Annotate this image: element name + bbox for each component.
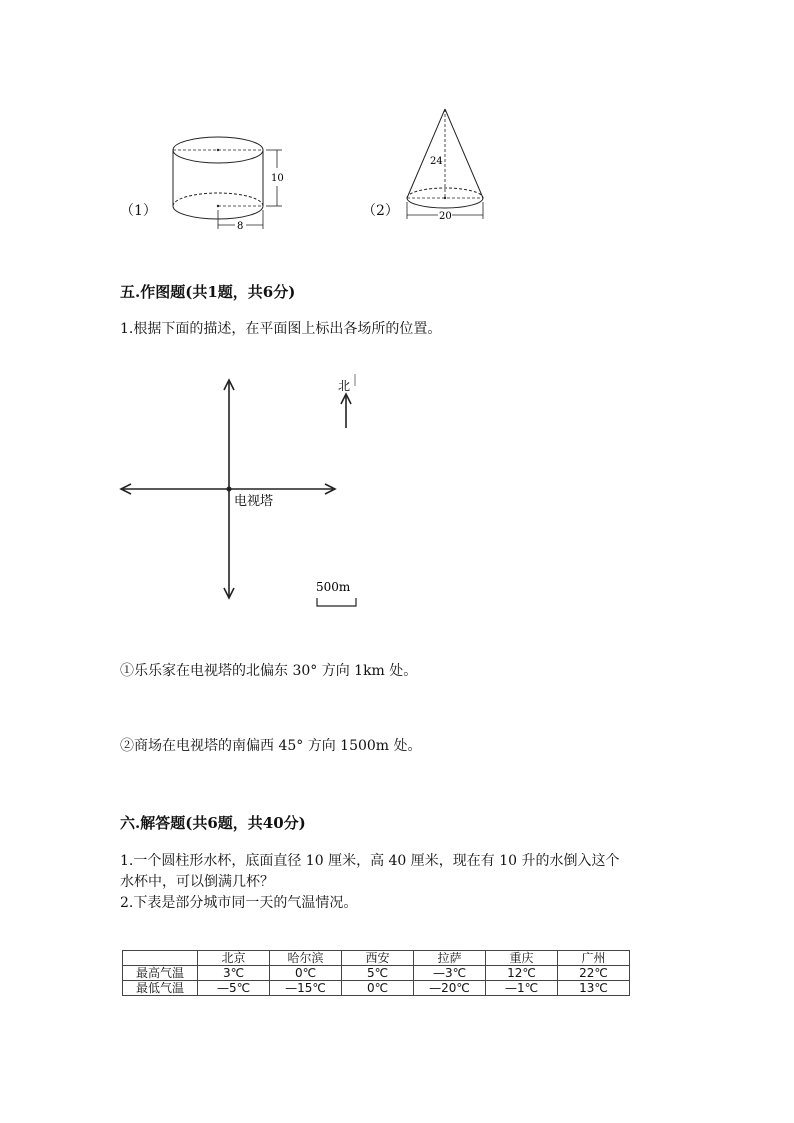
table-header-row [123, 951, 630, 966]
table-cell: 最低气温 [123, 981, 198, 996]
section6-question1-line1: 1.一个圆柱形水杯，底面直径 10 厘米，高 40 厘米，现在有 10 升的水倒入这个 [120, 853, 620, 869]
table-cell: 13℃ [558, 981, 630, 996]
section6-question1-line2: 水杯中，可以倒满几杯？ [120, 874, 274, 890]
table-cell: —20℃ [414, 981, 486, 996]
table-cell: 0℃ [270, 966, 342, 981]
section6-heading: 六.解答题(共6题，共40分) [120, 814, 306, 832]
table-header-cell: 重庆 [486, 951, 558, 966]
map-scale-label: 500m [316, 580, 351, 594]
figure-2-label: （2） [362, 203, 399, 219]
section5-question1: 1.根据下面的描述，在平面图上标出各场所的位置。 [120, 321, 442, 337]
figure-1-label: （1） [120, 203, 157, 219]
table-header-cell: 广州 [558, 951, 630, 966]
cone-height-label: 24 [430, 156, 443, 167]
table-cell: 22℃ [558, 966, 630, 981]
table-header-cell: 西安 [342, 951, 414, 966]
temperature-table [122, 950, 630, 996]
section6-question2: 2.下表是部分城市同一天的气温情况。 [120, 895, 358, 911]
cylinder-figure [160, 128, 290, 233]
table-cell: 12℃ [486, 966, 558, 981]
cone-diameter-label: 20 [439, 211, 452, 222]
table-cell: 3℃ [198, 966, 270, 981]
map-figure [118, 370, 368, 620]
table-header-cell [123, 951, 198, 966]
table-cell: —15℃ [270, 981, 342, 996]
map-north-label: 北 [338, 379, 351, 393]
table-cell: —1℃ [486, 981, 558, 996]
table-cell: 5℃ [342, 966, 414, 981]
table-cell: 0℃ [342, 981, 414, 996]
table-cell: —5℃ [198, 981, 270, 996]
section5-item1: ①乐乐家在电视塔的北偏东 30° 方向 1km 处。 [120, 663, 418, 679]
table-header-cell: 哈尔滨 [270, 951, 342, 966]
table-row [123, 966, 630, 981]
map-center-label: 电视塔 [234, 494, 274, 509]
section5-heading: 五.作图题(共1题，共6分) [120, 283, 296, 301]
table-header-cell: 北京 [198, 951, 270, 966]
table-cell: —3℃ [414, 966, 486, 981]
table-cell: 最高气温 [123, 966, 198, 981]
cone-figure [400, 105, 500, 225]
cylinder-height-label: 10 [271, 173, 284, 184]
table-row [123, 981, 630, 996]
table-header-cell: 拉萨 [414, 951, 486, 966]
cylinder-radius-label: 8 [237, 221, 244, 232]
section5-item2: ②商场在电视塔的南偏西 45° 方向 1500m 处。 [120, 738, 422, 754]
